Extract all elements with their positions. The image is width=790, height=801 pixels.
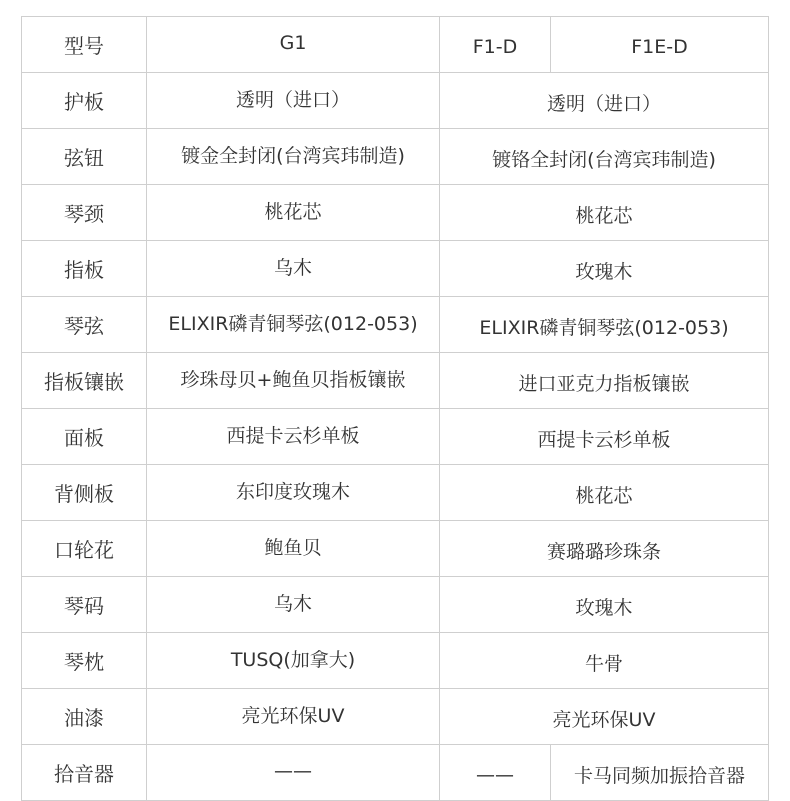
table-row (22, 633, 769, 689)
g1-value: 桃花芯 (147, 185, 440, 241)
f1-value: 镀铬全封闭(台湾宾玮制造) (440, 129, 769, 185)
f1-value: 玫瑰木 (440, 577, 769, 633)
table-row (22, 353, 769, 409)
f1-value: 进口亚克力指板镶嵌 (440, 353, 769, 409)
row-label: 指板 (22, 241, 147, 297)
row-label: 琴枕 (22, 633, 147, 689)
row-label: 口轮花 (22, 521, 147, 577)
row-label: 油漆 (22, 689, 147, 745)
table-row (22, 73, 769, 129)
model-g1: G1 (147, 17, 440, 73)
g1-value: 东印度玫瑰木 (147, 465, 440, 521)
f1-value: 桃花芯 (440, 465, 769, 521)
model-f1ed: F1E-D (551, 17, 769, 73)
table-row (22, 409, 769, 465)
f1d-value: —— (440, 745, 551, 801)
g1-value: 乌木 (147, 577, 440, 633)
g1-value: 乌木 (147, 241, 440, 297)
f1-value: 透明（进口） (440, 73, 769, 129)
row-label: 琴弦 (22, 297, 147, 353)
g1-value: TUSQ(加拿大) (147, 633, 440, 689)
table-row (22, 521, 769, 577)
row-label: 面板 (22, 409, 147, 465)
g1-value: —— (147, 745, 440, 801)
table-row (22, 577, 769, 633)
row-label: 拾音器 (22, 745, 147, 801)
model-label: 型号 (22, 17, 147, 73)
row-label: 琴颈 (22, 185, 147, 241)
header-row (22, 17, 769, 73)
row-label: 指板镶嵌 (22, 353, 147, 409)
f1-value: 亮光环保UV (440, 689, 769, 745)
table-row (22, 297, 769, 353)
f1-value: ELIXIR磷青铜琴弦(012-053) (440, 297, 769, 353)
table-row (22, 241, 769, 297)
f1-value: 赛璐璐珍珠条 (440, 521, 769, 577)
g1-value: 珍珠母贝+鲍鱼贝指板镶嵌 (147, 353, 440, 409)
g1-value: 鲍鱼贝 (147, 521, 440, 577)
g1-value: 西提卡云杉单板 (147, 409, 440, 465)
row-label: 护板 (22, 73, 147, 129)
g1-value: 镀金全封闭(台湾宾玮制造) (147, 129, 440, 185)
row-label: 弦钮 (22, 129, 147, 185)
pickup-row (22, 745, 769, 801)
table-row (22, 689, 769, 745)
spec-comparison-table (21, 16, 769, 801)
row-label: 背侧板 (22, 465, 147, 521)
f1-value: 牛骨 (440, 633, 769, 689)
table-row (22, 465, 769, 521)
g1-value: 透明（进口） (147, 73, 440, 129)
f1-value: 西提卡云杉单板 (440, 409, 769, 465)
row-label: 琴码 (22, 577, 147, 633)
table-row (22, 129, 769, 185)
g1-value: ELIXIR磷青铜琴弦(012-053) (147, 297, 440, 353)
f1ed-value: 卡马同频加振拾音器 (551, 745, 769, 801)
table-row (22, 185, 769, 241)
g1-value: 亮光环保UV (147, 689, 440, 745)
f1-value: 桃花芯 (440, 185, 769, 241)
model-f1d: F1-D (440, 17, 551, 73)
f1-value: 玫瑰木 (440, 241, 769, 297)
